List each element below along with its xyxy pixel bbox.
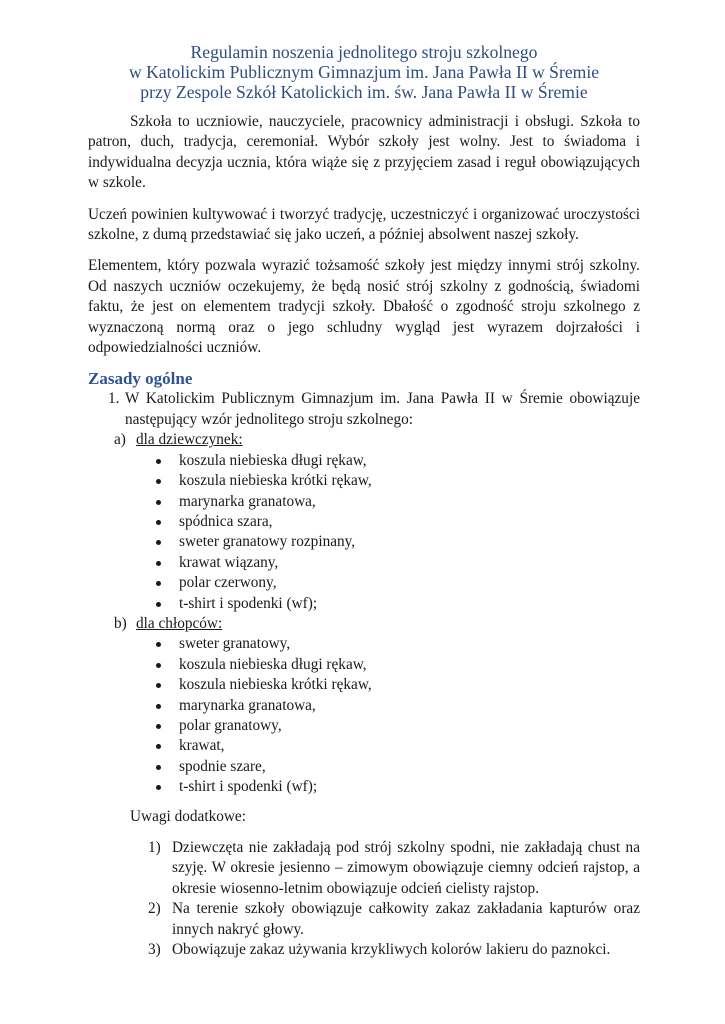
- list-item: marynarka granatowa,: [179, 492, 640, 512]
- list-item: sweter granatowy rozpinany,: [179, 532, 640, 552]
- note-number: 3): [148, 941, 161, 959]
- rule-number: 1.: [108, 390, 120, 408]
- note-text: Obowiązuje zakaz używania krzykliwych kolorów lakieru do paznokci.: [172, 941, 611, 959]
- intro-paragraph: Elementem, który pozwala wyrazić tożsamość szkoły jest między innymi strój szkolny. Od naszych uczniów oczekujemy, że będą nosić strój szkolny z godnością, świadomi faktu, że jest on elementem tradycji szkoły. Dbałość o zgodność stroju szkolnego z wyznaczoną normą oraz o jego schludny wygląd jest wyrazem dojrzałości i odpowiedzialności uczniów.: [88, 257, 640, 357]
- bullet-icon: [156, 765, 161, 770]
- list-item: koszula niebieska długi rękaw,: [179, 451, 640, 471]
- bullet-icon: [156, 540, 161, 545]
- document-title: [88, 42, 640, 102]
- girls-list: [88, 430, 640, 614]
- list-item: koszula niebieska krótki rękaw,: [179, 675, 640, 695]
- bullet-icon: [156, 785, 161, 790]
- title-line-1: Regulamin noszenia jednolitego stroju szkolnego: [190, 42, 538, 62]
- bullet-icon: [156, 704, 161, 709]
- list-item: krawat,: [179, 736, 640, 756]
- bullet-icon: [156, 642, 161, 647]
- intro-paragraph: Szkoła to uczniowie, nauczyciele, pracownicy administracji i obsługi. Szkoła to patron, duch, tradycja, ceremoniał. Wybór szkoły jest wolny. Jest to świadoma i indywidualna decyzja ucznia, która wiąże się z przyjęciem zasad i reguł obowiązujących w szkole.: [88, 113, 640, 192]
- bullet-icon: [156, 581, 161, 586]
- notes-list: [88, 838, 640, 960]
- note-number: 1): [148, 839, 161, 856]
- list-item: krawat wiązany,: [179, 553, 640, 573]
- rule-item-1: [88, 389, 640, 430]
- list-item: spódnica szara,: [179, 512, 640, 532]
- bullet-icon: [156, 561, 161, 566]
- boys-list-marker: b): [114, 614, 127, 632]
- bullet-icon: [156, 520, 161, 525]
- list-item: polar granatowy,: [179, 716, 640, 736]
- note-text: Na terenie szkoły obowiązuje całkowity zakaz zakładania kapturów oraz innych nakryć głowy.: [172, 900, 640, 938]
- bullet-icon: [156, 663, 161, 668]
- note-item: [148, 838, 640, 899]
- bullet-icon: [156, 500, 161, 505]
- note-item: [148, 899, 640, 940]
- list-item: t-shirt i spodenki (wf);: [179, 594, 640, 614]
- bullet-icon: [156, 602, 161, 607]
- bullet-icon: [156, 683, 161, 688]
- girls-list-marker: a): [114, 431, 126, 449]
- note-number: 2): [148, 900, 161, 918]
- title-line-3: przy Zespole Szkół Katolickich im. św. Jana Pawła II w Śremie: [140, 82, 588, 102]
- list-item: koszula niebieska krótki rękaw,: [179, 471, 640, 491]
- intro-paragraph: Uczeń powinien kultywować i tworzyć tradycję, uczestniczyć i organizować uroczystości szkolne, z dumą przedstawiać się jako uczeń, a później absolwent naszej szkoły.: [88, 205, 640, 244]
- title-line-2: w Katolickim Publicznym Gimnazjum im. Jana Pawła II w Śremie: [128, 62, 600, 82]
- girls-list-label: dla dziewczynek:: [136, 431, 243, 449]
- boys-list-label: dla chłopców:: [136, 614, 223, 632]
- boys-list: [88, 614, 640, 798]
- list-item: spodnie szare,: [179, 757, 640, 777]
- list-item: marynarka granatowa,: [179, 696, 640, 716]
- note-text: Dziewczęta nie zakładają pod strój szkolny spodni, nie zakładają chust na szyję. W okresie jesienno – zimowym obowiązuje ciemny odcień rajstop, a okresie wiosenno-letnim obowiązuje odcień cielisty rajstop.: [172, 839, 640, 897]
- note-item: [148, 940, 640, 960]
- rule-text: W Katolickim Publicznym Gimnazjum im. Jana Pawła II w Śremie obowiązuje następujący wzór jednolitego stroju szkolnego:: [125, 390, 640, 428]
- bullet-icon: [156, 479, 161, 484]
- section-heading: Zasady ogólne: [88, 369, 193, 389]
- bullet-icon: [156, 724, 161, 729]
- document-page: [88, 42, 640, 960]
- list-item: polar czerwony,: [179, 573, 640, 593]
- notes-label: Uwagi dodatkowe:: [130, 807, 246, 825]
- list-item: t-shirt i spodenki (wf);: [179, 777, 640, 797]
- list-item: sweter granatowy,: [179, 634, 640, 654]
- list-item: koszula niebieska długi rękaw,: [179, 655, 640, 675]
- bullet-icon: [156, 459, 161, 464]
- bullet-icon: [156, 744, 161, 749]
